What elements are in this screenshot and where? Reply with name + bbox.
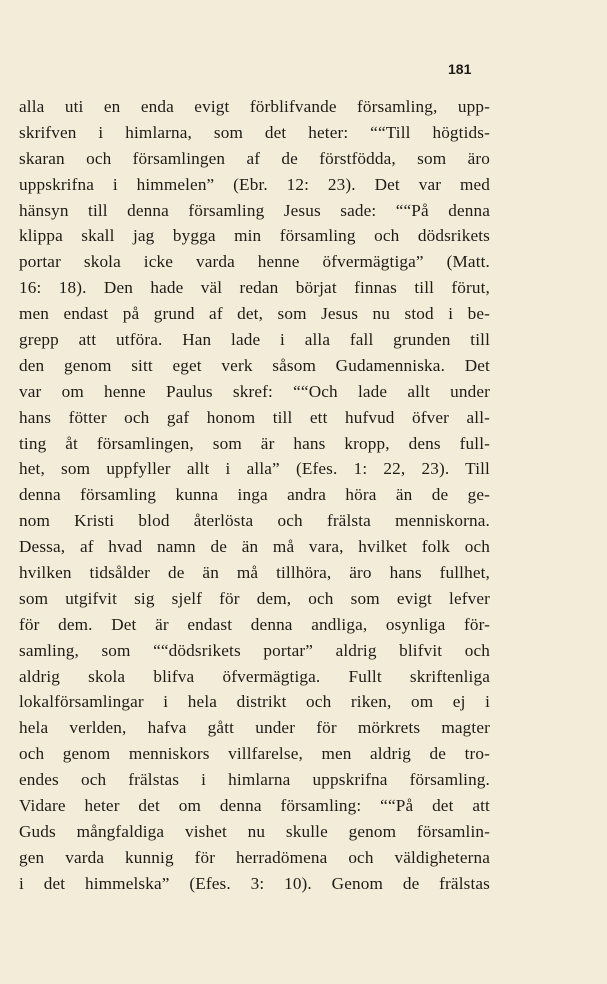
text-line: ting åt församlingen, som är hans kropp, dens full-	[19, 433, 490, 453]
text-line: het, som uppfyller allt i alla” (Efes. 1: 22, 23). Till	[19, 459, 490, 479]
text-line: hela verlden, hafva gått under för mörkrets magter	[19, 718, 490, 738]
text-line: i det himmelska” (Efes. 3: 10). Genom de frälstas	[19, 873, 490, 893]
text-line: Vidare heter det om denna församling: ““På det att	[19, 796, 490, 816]
text-line: nom Kristi blod återlösta och frälsta menniskorna.	[19, 511, 490, 531]
text-line: portar skola icke varda henne öfvermägtiga” (Matt.	[19, 252, 490, 272]
text-line: grepp att utföra. Han lade i alla fall grunden till	[19, 330, 490, 350]
text-line: uppskrifna i himmelen” (Ebr. 12: 23). Det var med	[19, 174, 490, 194]
text-line: klippa skall jag bygga min församling och dödsrikets	[19, 226, 490, 246]
text-line: endes och frälstas i himlarna uppskrifna församling.	[19, 770, 490, 790]
text-line: aldrig skola blifva öfvermägtiga. Fullt skriftenliga	[19, 666, 490, 686]
text-line: alla uti en enda evigt förblifvande församling, upp-	[19, 97, 490, 116]
text-line: och genom menniskors villfarelse, men aldrig de tro-	[19, 744, 490, 764]
text-line: hvilken tidsålder de än må tillhöra, äro hans fullhet,	[19, 563, 490, 583]
text-line: men endast på grund af det, som Jesus nu stod i be-	[19, 304, 490, 324]
text-line: var om henne Paulus skref: ““Och lade allt under	[19, 381, 490, 401]
text-line: 16: 18). Den hade väl redan börjat finnas till förut,	[19, 278, 490, 298]
text-line: skrifven i himlarna, som det heter: ““Till högtids-	[19, 122, 490, 142]
text-line: hänsyn till denna församling Jesus sade: ““På denna	[19, 200, 490, 220]
page-number: 181	[448, 61, 472, 77]
text-line: samling, som ““dödsrikets portar” aldrig blifvit och	[19, 640, 490, 660]
text-line: den genom sitt eget verk såsom Gudamenniska. Det	[19, 355, 490, 375]
text-line: för dem. Det är endast denna andliga, osynliga för-	[19, 614, 490, 634]
text-line: lokalförsamlingar i hela distrikt och riken, om ej i	[19, 692, 490, 712]
text-line: denna församling kunna inga andra höra än de ge-	[19, 485, 490, 505]
body-text	[19, 94, 490, 897]
text-line: hans fötter och gaf honom till ett hufvud öfver all-	[19, 407, 490, 427]
text-line: som utgifvit sig sjelf för dem, och som evigt lefver	[19, 588, 490, 608]
text-line: Guds mångfaldiga vishet nu skulle genom församlin-	[19, 821, 490, 841]
text-line: gen varda kunnig för herradömena och väldigheterna	[19, 847, 490, 867]
text-line: skaran och församlingen af de förstfödda, som äro	[19, 148, 490, 168]
text-line: Dessa, af hvad namn de än må vara, hvilket folk och	[19, 537, 490, 557]
